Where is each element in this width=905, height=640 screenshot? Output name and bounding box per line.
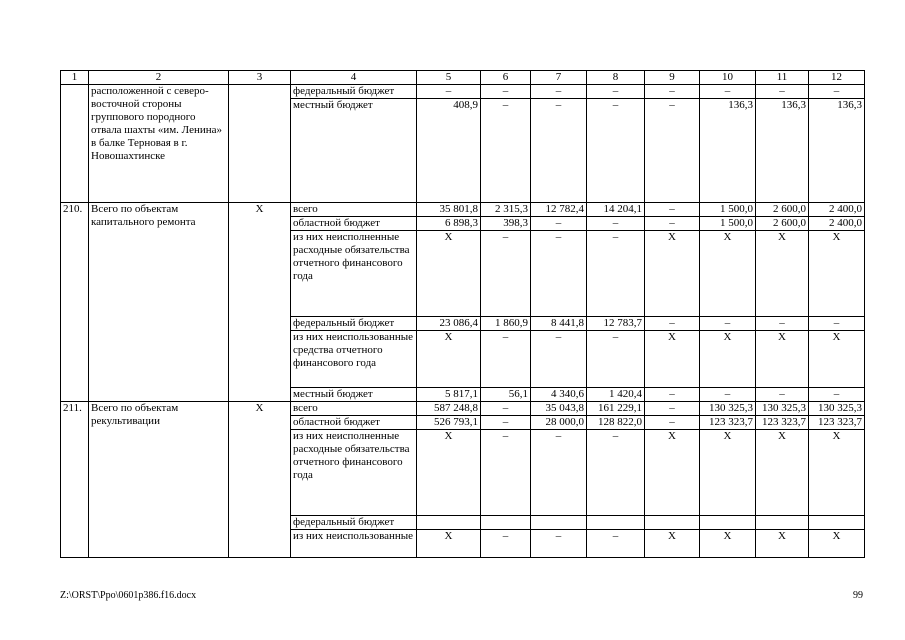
file-path: Z:\ORST\Ppo\0601p386.f16.docx	[60, 590, 197, 601]
value-cell: Х	[700, 331, 756, 388]
value-cell: –	[700, 85, 756, 99]
value-cell: 2 400,0	[809, 217, 865, 231]
value-cell: –	[645, 99, 700, 203]
row-number: 211.	[61, 402, 89, 558]
value-cell: –	[481, 430, 531, 516]
value-cell: Х	[756, 231, 809, 317]
value-cell: –	[645, 85, 700, 99]
value-cell: Х	[700, 530, 756, 558]
value-cell: 12 782,4	[531, 203, 587, 217]
value-cell: –	[756, 317, 809, 331]
value-cell: Х	[417, 430, 481, 516]
value-cell: –	[531, 430, 587, 516]
value-cell: Х	[417, 331, 481, 388]
value-cell: Х	[645, 231, 700, 317]
value-cell: 128 822,0	[587, 416, 645, 430]
value-cell: –	[531, 231, 587, 317]
value-cell: –	[809, 317, 865, 331]
column-header-11: 11	[756, 71, 809, 85]
value-cell: Х	[756, 530, 809, 558]
funding-source-label: из них неиспользованные	[291, 530, 417, 558]
value-cell: 23 086,4	[417, 317, 481, 331]
value-cell: 136,3	[700, 99, 756, 203]
value-cell: Х	[809, 231, 865, 317]
value-cell: –	[756, 85, 809, 99]
table-row	[61, 203, 865, 217]
value-cell: 2 600,0	[756, 203, 809, 217]
value-cell	[417, 516, 481, 530]
value-cell: Х	[700, 231, 756, 317]
value-cell: Х	[756, 430, 809, 516]
value-cell: 398,3	[481, 217, 531, 231]
value-cell: 1 420,4	[587, 388, 645, 402]
value-cell: –	[645, 317, 700, 331]
value-cell: Х	[645, 331, 700, 388]
header-row	[61, 71, 865, 85]
value-cell: –	[587, 85, 645, 99]
value-cell: –	[587, 530, 645, 558]
value-cell: –	[587, 231, 645, 317]
funding-source-label: федеральный бюджет	[291, 516, 417, 530]
value-cell: 35 043,8	[531, 402, 587, 416]
value-cell: 136,3	[756, 99, 809, 203]
funding-source-label: федеральный бюджет	[291, 85, 417, 99]
value-cell: –	[645, 416, 700, 430]
value-cell: –	[587, 99, 645, 203]
value-cell: Х	[809, 430, 865, 516]
table-row	[61, 402, 865, 416]
value-cell	[587, 516, 645, 530]
column-header-9: 9	[645, 71, 700, 85]
value-cell: 2 315,3	[481, 203, 531, 217]
funding-source-label: всего	[291, 203, 417, 217]
row-number	[61, 85, 89, 203]
marker-cell: Х	[229, 402, 291, 558]
value-cell: 130 325,3	[756, 402, 809, 416]
value-cell: 130 325,3	[809, 402, 865, 416]
value-cell: –	[587, 430, 645, 516]
value-cell: –	[645, 402, 700, 416]
column-header-5: 5	[417, 71, 481, 85]
column-header-3: 3	[229, 71, 291, 85]
column-header-7: 7	[531, 71, 587, 85]
value-cell: –	[587, 331, 645, 388]
value-cell: 161 229,1	[587, 402, 645, 416]
value-cell: Х	[417, 530, 481, 558]
value-cell: Х	[809, 331, 865, 388]
value-cell: –	[531, 85, 587, 99]
value-cell: 587 248,8	[417, 402, 481, 416]
value-cell: –	[700, 317, 756, 331]
value-cell: –	[645, 203, 700, 217]
value-cell: –	[481, 416, 531, 430]
value-cell: 5 817,1	[417, 388, 481, 402]
value-cell: Х	[809, 530, 865, 558]
marker-cell	[229, 85, 291, 203]
column-header-2: 2	[89, 71, 229, 85]
value-cell: 2 400,0	[809, 203, 865, 217]
value-cell: 1 500,0	[700, 203, 756, 217]
value-cell: –	[700, 388, 756, 402]
value-cell: –	[481, 331, 531, 388]
row-number: 210.	[61, 203, 89, 402]
value-cell: –	[481, 231, 531, 317]
value-cell: 123 323,7	[809, 416, 865, 430]
value-cell: –	[645, 217, 700, 231]
value-cell: 123 323,7	[756, 416, 809, 430]
value-cell: 136,3	[809, 99, 865, 203]
value-cell: –	[645, 388, 700, 402]
value-cell: –	[481, 402, 531, 416]
budget-table	[60, 70, 865, 558]
marker-cell: Х	[229, 203, 291, 402]
value-cell: 123 323,7	[700, 416, 756, 430]
value-cell: 1 500,0	[700, 217, 756, 231]
value-cell: 14 204,1	[587, 203, 645, 217]
page-number: 99	[853, 590, 863, 601]
value-cell: Х	[645, 430, 700, 516]
value-cell: 2 600,0	[756, 217, 809, 231]
value-cell	[809, 516, 865, 530]
column-header-12: 12	[809, 71, 865, 85]
column-header-4: 4	[291, 71, 417, 85]
value-cell: –	[756, 388, 809, 402]
value-cell: 408,9	[417, 99, 481, 203]
value-cell: 35 801,8	[417, 203, 481, 217]
table-body	[61, 71, 865, 558]
column-header-1: 1	[61, 71, 89, 85]
column-header-6: 6	[481, 71, 531, 85]
value-cell: 12 783,7	[587, 317, 645, 331]
object-name: Всего по объектам капитального ремонта	[89, 203, 229, 402]
value-cell: –	[481, 85, 531, 99]
value-cell	[531, 516, 587, 530]
funding-source-label: местный бюджет	[291, 388, 417, 402]
value-cell: –	[531, 217, 587, 231]
value-cell	[645, 516, 700, 530]
value-cell: –	[531, 530, 587, 558]
value-cell: –	[531, 331, 587, 388]
value-cell: 56,1	[481, 388, 531, 402]
value-cell: –	[809, 85, 865, 99]
funding-source-label: из них неисполненные расходные обязательства отчетного финансового года	[291, 231, 417, 317]
value-cell: –	[481, 99, 531, 203]
value-cell: Х	[756, 331, 809, 388]
value-cell: –	[587, 217, 645, 231]
value-cell: 6 898,3	[417, 217, 481, 231]
value-cell: –	[481, 530, 531, 558]
object-name: Всего по объектам рекультивации	[89, 402, 229, 558]
value-cell: 4 340,6	[531, 388, 587, 402]
funding-source-label: областной бюджет	[291, 416, 417, 430]
funding-source-label: федеральный бюджет	[291, 317, 417, 331]
funding-source-label: из них неисполненные расходные обязательства отчетного финансового года	[291, 430, 417, 516]
value-cell	[756, 516, 809, 530]
value-cell: –	[417, 85, 481, 99]
value-cell: 1 860,9	[481, 317, 531, 331]
value-cell	[481, 516, 531, 530]
value-cell: 526 793,1	[417, 416, 481, 430]
value-cell: Х	[417, 231, 481, 317]
value-cell: 28 000,0	[531, 416, 587, 430]
object-name: расположенной с северо-восточной стороны группового породного отвала шахты «им. Ленина» в балке Терновая в г. Новошахтинске	[89, 85, 229, 203]
value-cell: –	[531, 99, 587, 203]
value-cell: Х	[700, 430, 756, 516]
value-cell	[700, 516, 756, 530]
value-cell: 8 441,8	[531, 317, 587, 331]
value-cell: Х	[645, 530, 700, 558]
funding-source-label: из них неиспользованные средства отчетного финансового года	[291, 331, 417, 388]
column-header-8: 8	[587, 71, 645, 85]
column-header-10: 10	[700, 71, 756, 85]
funding-source-label: областной бюджет	[291, 217, 417, 231]
value-cell: –	[809, 388, 865, 402]
value-cell: 130 325,3	[700, 402, 756, 416]
funding-source-label: всего	[291, 402, 417, 416]
funding-source-label: местный бюджет	[291, 99, 417, 203]
table-row	[61, 85, 865, 99]
